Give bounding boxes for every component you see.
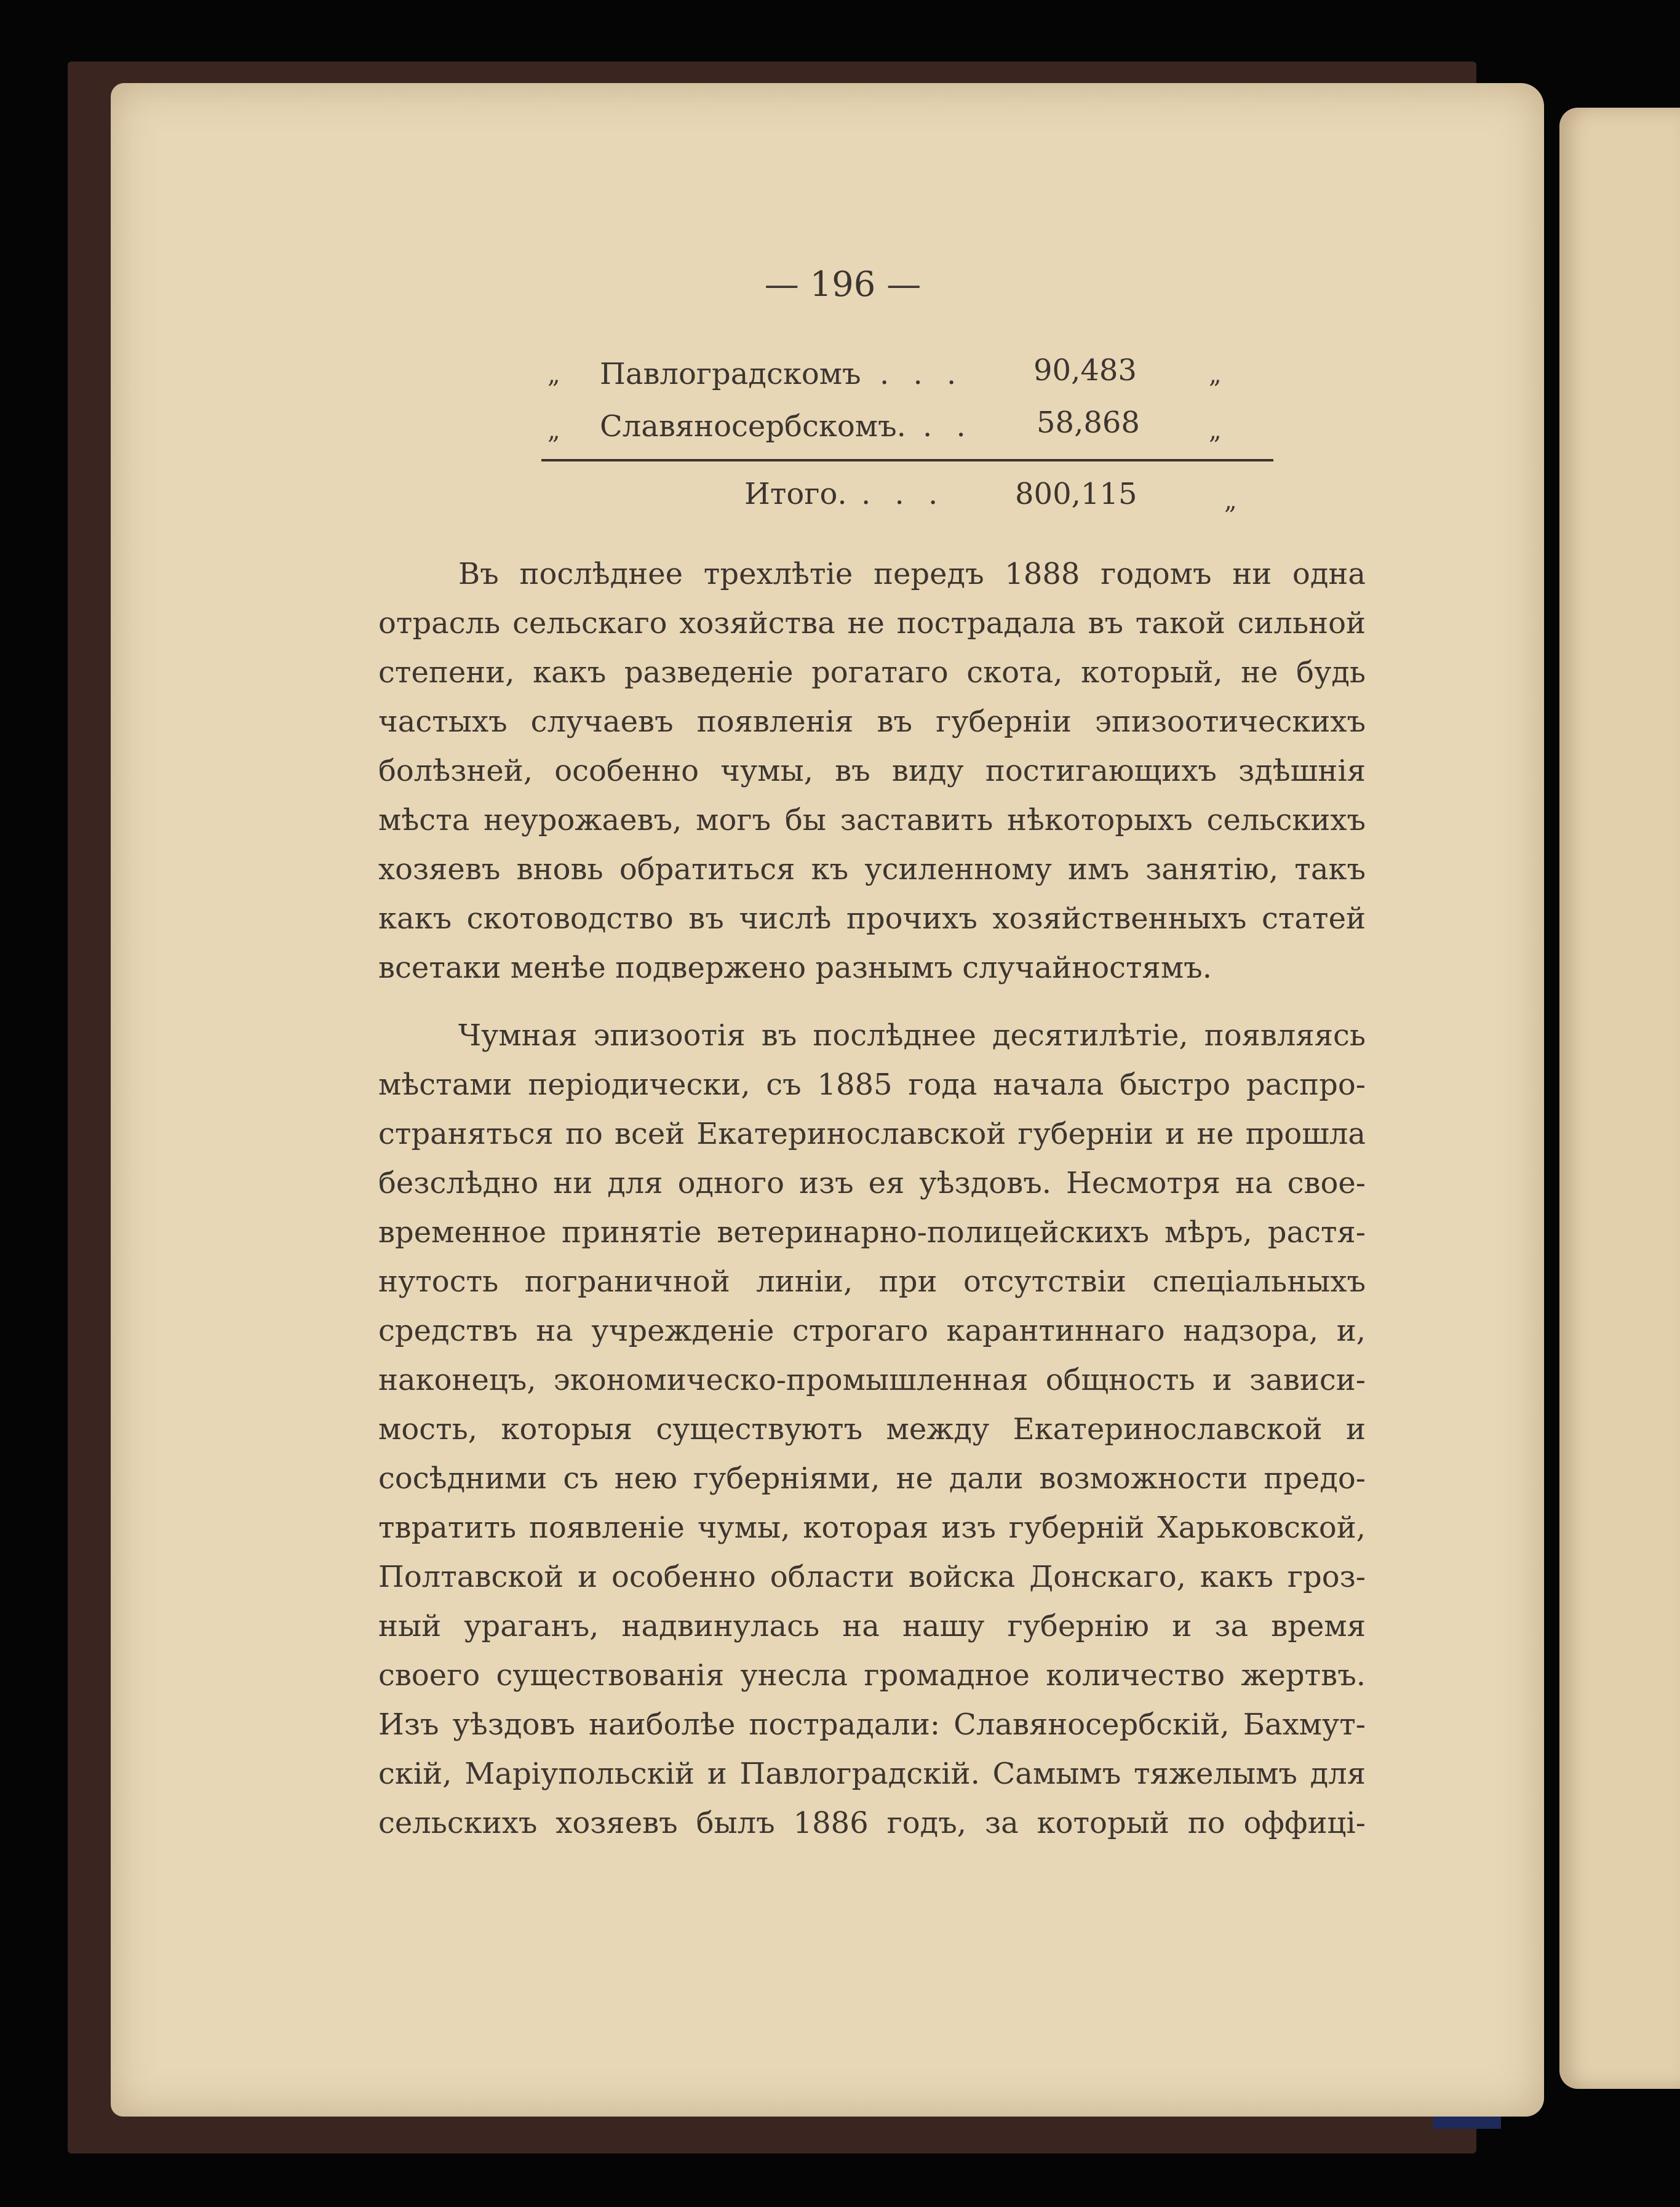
text-line: временное принятіе ветеринарно-полицейскихъ мѣръ, растя- <box>378 1215 1366 1250</box>
ditto-mark: „ <box>1209 361 1222 389</box>
total-count: 800,115 <box>1015 477 1137 511</box>
text-line: наконецъ, экономическо-промышленная общность и зависи- <box>378 1363 1366 1397</box>
district-name: Павлоградскомъ <box>600 357 861 391</box>
text-line: страняться по всей Екатеринославской губерніи и не прошла <box>378 1117 1366 1151</box>
text-line: нутость пограничной линіи, при отсутствіи спеціальныхъ <box>378 1264 1366 1299</box>
table-row <box>541 405 1273 452</box>
text-line: какъ скотоводство въ числѣ прочихъ хозяйственныхъ статей <box>378 901 1366 936</box>
text-line: средствъ на учрежденіе строгаго карантиннаго надзора, и, <box>378 1314 1366 1348</box>
text-line: Изъ уѣздовъ наиболѣе пострадали: Славяносербскій, Бахмут- <box>378 1707 1366 1742</box>
text-line: частыхъ случаевъ появленія въ губерніи эпизоотическихъ <box>378 704 1366 739</box>
text-line: ный ураганъ, надвинулась на нашу губернію и за время <box>378 1609 1366 1643</box>
text-line: Чумная эпизоотія въ послѣднее десятилѣтіе, появляясь <box>458 1018 1366 1053</box>
leader-dots: . . . <box>861 477 945 511</box>
text-line: хозяевъ вновь обратиться къ усиленному имъ занятію, такъ <box>378 852 1366 887</box>
cattle-count: 90,483 <box>1033 353 1137 388</box>
ditto-mark: „ <box>1224 487 1237 515</box>
text-line: твратить появленіе чумы, которая изъ губерній Харьковской, <box>378 1511 1366 1545</box>
page-number: — 196 — <box>764 265 922 305</box>
district-name: Славяносербскомъ. <box>600 409 906 444</box>
text-line: безслѣдно ни для одного изъ ея уѣздовъ. Несмотря на свое- <box>378 1166 1366 1200</box>
ditto-mark: „ <box>547 417 560 445</box>
cattle-count: 58,868 <box>1037 405 1140 440</box>
text-line: сельскихъ хозяевъ былъ 1886 годъ, за который по оффиці- <box>378 1806 1366 1840</box>
ditto-mark: „ <box>547 361 560 389</box>
text-line: Въ послѣднее трехлѣтіе передъ 1888 годомъ ни одна <box>458 557 1366 591</box>
leader-dots: . . <box>923 409 973 444</box>
text-line: мость, которыя существуютъ между Екатеринославской и <box>378 1412 1366 1447</box>
text-line: всетаки менѣе подвержено разнымъ случайностямъ. <box>378 951 1212 985</box>
table-row <box>541 353 1273 400</box>
text-line: своего существованія унесла громадное количество жертвъ. <box>378 1658 1366 1693</box>
paragraph <box>378 549 1366 992</box>
sum-rule <box>541 459 1273 461</box>
text-line: мѣста неурожаевъ, могъ бы заставить нѣкоторыхъ сельскихъ <box>378 803 1366 837</box>
facing-page-edge <box>1559 108 1680 2089</box>
text-line: Полтавской и особенно области войска Донскаго, какъ гроз- <box>378 1560 1366 1594</box>
total-label: Итого. <box>744 477 847 511</box>
text-line: болѣзней, особенно чумы, въ виду постигающихъ здѣшнія <box>378 754 1366 788</box>
leader-dots: . . . <box>880 357 964 391</box>
ditto-mark: „ <box>1209 417 1222 445</box>
text-line: мѣстами періодически, съ 1885 года начала быстро распро- <box>378 1068 1366 1102</box>
paragraph <box>378 1011 1366 1848</box>
table-total-row <box>541 477 1273 520</box>
text-line: сосѣдними съ нею губерніями, не дали возможности предо- <box>378 1461 1366 1496</box>
text-line: скій, Маріупольскій и Павлоградскій. Самымъ тяжелымъ для <box>378 1757 1366 1791</box>
text-line: отрасль сельскаго хозяйства не пострадала въ такой сильной <box>378 606 1366 641</box>
text-line: степени, какъ разведеніе рогатаго скота, который, не будь <box>378 655 1366 690</box>
